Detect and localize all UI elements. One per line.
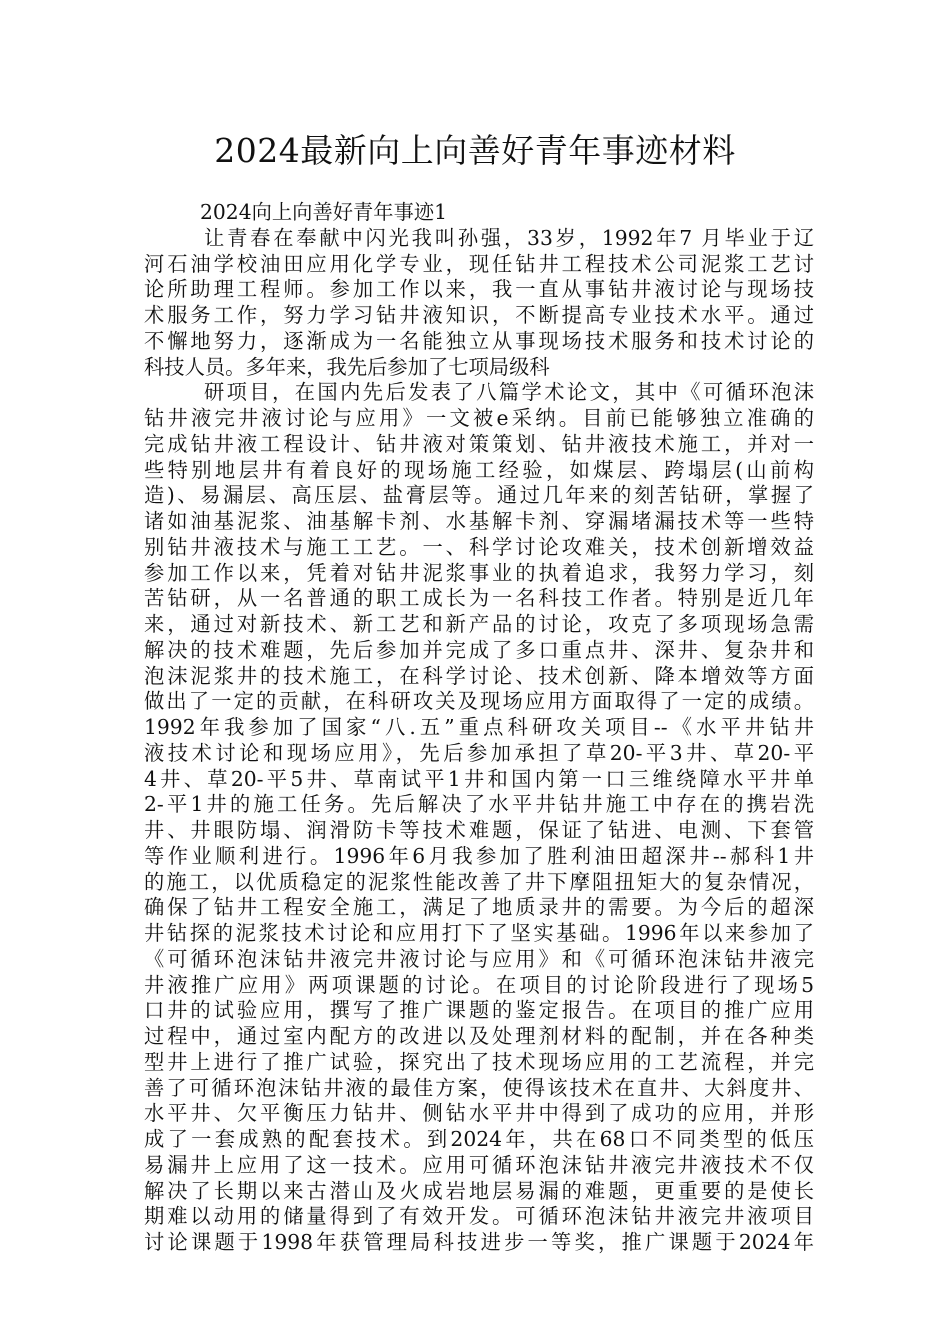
paragraph-line: 术服务工作，努力学习钻井液知识，不断提高专业技术水平。通过 xyxy=(144,303,814,327)
paragraph-line: 科技人员。多年来，我先后参加了七项局级科 xyxy=(144,354,550,379)
paragraph-line: 别钻井液技术与施工工艺。一、科学讨论攻难关，技术创新增效益 xyxy=(144,534,814,559)
paragraph-line: 河石油学校油田应用化学专业，现任钻井工程技术公司泥浆工艺讨 xyxy=(144,251,814,276)
paragraph-line: 完成钻井液工程设计、钻井液对策策划、钻井液技术施工，并对一 xyxy=(144,431,814,456)
document-body xyxy=(144,200,814,1256)
paragraph-line: 不懈地努力，逐渐成为一名能独立从事现场技术服务和技术讨论的 xyxy=(144,328,814,353)
document-title: 2024最新向上向善好青年事迹材料 xyxy=(214,131,736,170)
paragraph-line: 4井、草20-平5井、草南试平1井和国内第一口三维绕障水平井单 xyxy=(144,766,814,791)
paragraph-line: 井、井眼防塌、润滑防卡等技术难题，保证了钻进、电测、下套管 xyxy=(144,818,814,842)
paragraph-line: 苦钻研，从一名普通的职工成长为一名科技工作者。特别是近几年 xyxy=(144,586,814,611)
paragraph-line: 善了可循环泡沫钻井液的最佳方案，使得该技术在直井、大斜度井、 xyxy=(144,1075,814,1100)
paragraph-line: 研项目，在国内先后发表了八篇学术论文，其中《可循环泡沫 xyxy=(204,380,814,405)
paragraph-line: 做出了一定的贡献，在科研攻关及现场应用方面取得了一定的成绩。 xyxy=(144,689,814,714)
paragraph-line: 井液推广应用》两项课题的讨论。在项目的讨论阶段进行了现场5 xyxy=(144,972,814,997)
paragraph-line: 诸如油基泥浆、油基解卡剂、水基解卡剂、穿漏堵漏技术等一些特 xyxy=(144,509,814,533)
paragraph-line: 论所助理工程师。参加工作以来，我一直从事钻井液讨论与现场技 xyxy=(144,277,814,302)
paragraph-line: 泡沫泥浆井的技术施工，在科学讨论、技术创新、降本增效等方面 xyxy=(144,663,814,688)
paragraph-line: 水平井、欠平衡压力钻井、侧钻水平井中得到了成功的应用，并形 xyxy=(144,1101,814,1126)
paragraph-line: 参加工作以来，凭着对钻井泥浆事业的执着追求，我努力学习，刻 xyxy=(144,560,814,585)
paragraph-line: 易漏井上应用了这一技术。应用可循环泡沫钻井液完井液技术不仅 xyxy=(144,1152,814,1177)
paragraph-line: 成了一套成熟的配套技术。到2024年，共在68口不同类型的低压 xyxy=(144,1127,814,1151)
paragraph-line: 口井的试验应用，撰写了推广课题的鉴定报告。在项目的推广应用 xyxy=(144,998,814,1023)
paragraph-line: 确保了钻井工程安全施工，满足了地质录井的需要。为今后的超深 xyxy=(144,895,814,920)
paragraph-line: 期难以动用的储量得到了有效开发。可循环泡沫钻井液完井液项目 xyxy=(144,1204,814,1229)
paragraph-line: 让青春在奉献中闪光我叫孙强，33岁，1992年7 月毕业于辽 xyxy=(204,225,814,250)
paragraph-line: 井钻探的泥浆技术讨论和应用打下了坚实基础。1996年以来参加了 xyxy=(144,921,814,945)
paragraph-line: 型井上进行了推广试验，探究出了技术现场应用的工艺流程，并完 xyxy=(144,1049,814,1074)
paragraph-line: 钻井液完井液讨论与应用》一文被e采纳。目前已能够独立准确的 xyxy=(144,406,814,430)
paragraph-line: 过程中，通过室内配方的改进以及处理剂材料的配制，并在各种类 xyxy=(144,1024,814,1048)
paragraph-line: 2-平1井的施工任务。先后解决了水平井钻井施工中存在的携岩洗 xyxy=(144,792,814,817)
paragraph-line: 些特别地层井有着良好的现场施工经验，如煤层、跨塌层(山前构 xyxy=(144,457,814,482)
paragraph-line: 等作业顺利进行。1996年6月我参加了胜利油田超深井--郝科1井 xyxy=(144,843,814,868)
paragraph-line: 讨论课题于1998年获管理局科技进步一等奖，推广课题于2024年 xyxy=(144,1230,814,1254)
paragraph-line: 的施工，以优质稳定的泥浆性能改善了井下摩阻扭矩大的复杂情况， xyxy=(144,869,814,894)
paragraph-line: 造)、易漏层、高压层、盐膏层等。通过几年来的刻苦钻研，掌握了 xyxy=(144,483,814,508)
section-subheading: 2024向上向善好青年事迹1 xyxy=(200,200,448,224)
paragraph-line: 《可循环泡沫钻井液完井液讨论与应用》和《可循环泡沫钻井液完 xyxy=(144,946,814,971)
paragraph-line: 解决了长期以来古潜山及火成岩地层易漏的难题，更重要的是使长 xyxy=(144,1178,814,1203)
paragraph-line: 液技术讨论和现场应用》，先后参加承担了草20-平3井、草20-平 xyxy=(144,740,814,765)
paragraph-line: 解决的技术难题，先后参加并完成了多口重点井、深井、复杂井和 xyxy=(144,637,814,662)
paragraph-line: 来，通过对新技术、新工艺和新产品的讨论，攻克了多项现场急需 xyxy=(144,612,814,636)
paragraph-line: 1992年我参加了国家“八.五”重点科研攻关项目--《水平井钻井 xyxy=(144,715,814,739)
